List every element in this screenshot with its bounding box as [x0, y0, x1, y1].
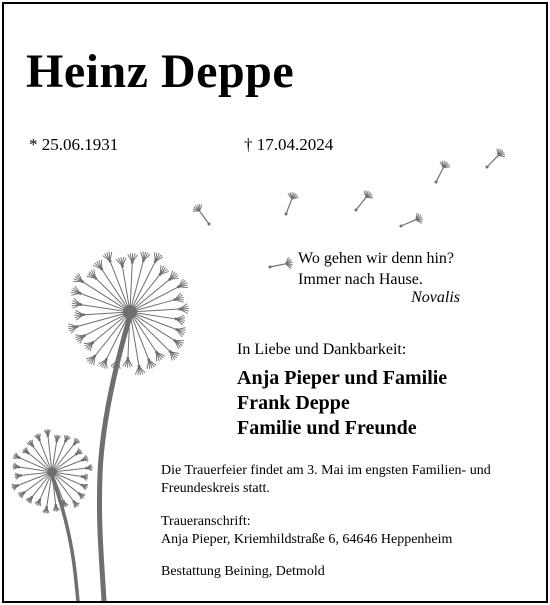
address-label: Traueranschrift:: [161, 514, 251, 529]
ceremony-notice: Die Trauerfeier findet am 3. Mai im engsten Familien- und Freundeskreis statt.: [161, 463, 491, 496]
funeral-home: Bestattung Beining, Detmold: [161, 564, 325, 579]
mourners-list: [237, 366, 447, 441]
birth-date: * 25.06.1931: [29, 135, 119, 154]
dandelion-seed-icon: [487, 156, 498, 167]
quote-line-1: Wo gehen wir denn hin?: [298, 250, 454, 267]
quote: [298, 248, 454, 290]
deceased-name: Heinz Deppe: [26, 45, 295, 98]
quote-line-2: Immer nach Hause.: [298, 271, 423, 288]
mourner-name: Anja Pieper und Familie: [237, 367, 448, 389]
mourner-name: Frank Deppe: [237, 392, 350, 414]
obituary-card: [2, 2, 548, 603]
mourner-name: Familie und Freunde: [237, 417, 417, 439]
death-date: † 17.04.2024: [244, 135, 334, 154]
address-value: Anja Pieper, Kriemhildstraße 6, 64646 Heppenheim: [161, 532, 453, 547]
dandelion-seed-icon: [436, 168, 443, 182]
quote-author: Novalis: [411, 289, 460, 306]
dandelion-seed-icon: [200, 211, 209, 224]
small-dandelion-icon: [12, 429, 93, 601]
dandelion-seed-icon: [286, 199, 292, 214]
dandelion-seed-icon: [401, 220, 416, 226]
mourning-address: [161, 513, 452, 549]
dandelion-seed-icon: [356, 197, 366, 210]
dandelion-seed-icon: [270, 264, 286, 267]
mourners-intro: In Liebe und Dankbarkeit:: [237, 341, 407, 358]
